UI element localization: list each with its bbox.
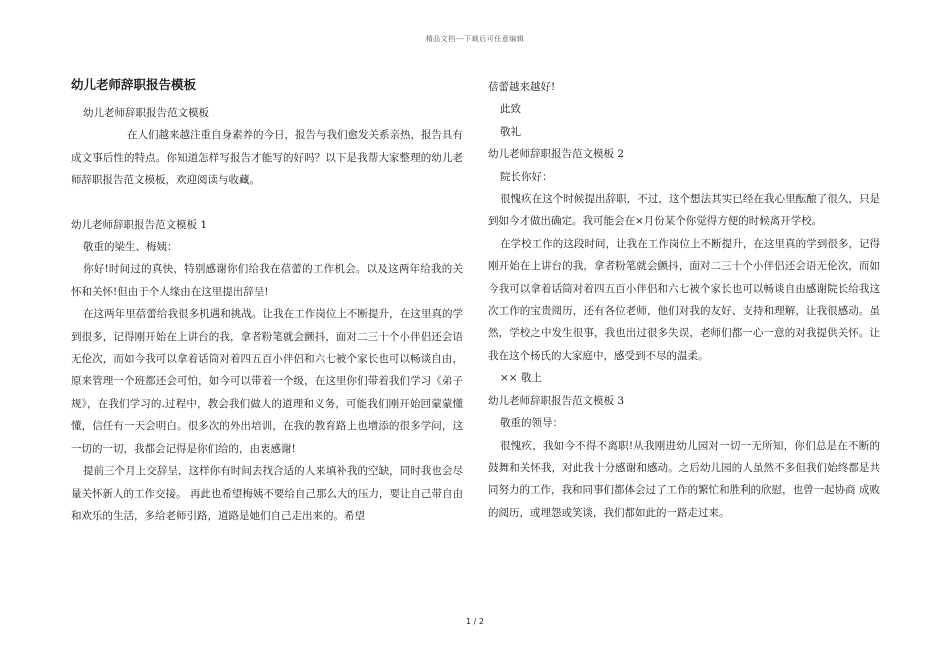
page-header: 精品文档---下载后可任意编辑 (425, 35, 525, 43)
subtitle: 幼儿老师辞职报告范文模板 (83, 107, 209, 119)
template-1-paragraph-1: 你好!时间过的真快，特别感谢你们给我在蓓蕾的工作机会。以及这两年给我的关怀和关怀!但由于个人缘由在这里提出辞呈! (71, 263, 463, 298)
page-number: 1 / 2 (466, 617, 484, 626)
template-1-paragraph-2: 在这两年里蓓蕾给我很多机遇和挑战。让我在工作岗位上不断提升，在这里真的学到很多，记得刚开始在上讲台的我，拿者粉笔就会颤抖，面对二三十个小伴侣还会语无伦次，而如今我可以拿着话筒对着四五百小伴侣和六七被个家长也可以畅谈自由，原来管理一个班都还会可怕，如今可以带着一个级，在这里你们带着我们学习《弟子规》，在我们学习的.过程中，教会我们做人的道理和义务，可能我们刚开始回蒙蒙懂懂，信任有一天会明白。很多次的外出培训，在我的教育路上也增添的很多学问，这一切的一切，我都会记得是你们给的，由衷感谢! (71, 308, 463, 455)
template-1-closing-1: 此致 (500, 103, 521, 116)
template-1-paragraph-3: 提前三个月上交辞呈，这样你有时间去找合适的人来填补我的空缺，同时我也会尽量关怀新人的工作交接。 再此也希望梅姨不要给自己那么大的压力，要让自己带自由和欢乐的生活，多给老师引路，道路是她们自己走出来的。希望 (71, 465, 463, 522)
template-1-greeting: 敬重的梁生、梅姨： (83, 241, 178, 254)
template-2-paragraph-1: 很愧疚在这个时候提出辞职，不过，这个想法其实已经在我心里酝酿了很久，只是到如今才做出确定。我可能会在×月份某个你觉得方便的时候离开学校。 (488, 193, 880, 228)
intro-paragraph: 在人们越来越注重自身素养的今日，报告与我们愈发关系亲热，报告具有成文事后性的特点。你知道怎样写报告才能写的好吗？以下是我帮大家整理的幼儿老师辞职报告范文模板，欢迎阅读与收藏。 (71, 129, 463, 187)
template-1-paragraph-3-continued: 蓓蕾越来越好! (488, 81, 556, 93)
template-1-closing-2: 敬礼 (500, 125, 521, 138)
template-1-heading: 幼儿老师辞职报告范文模板 1 (71, 218, 208, 231)
template-2-signature: ×× 敬上 (500, 372, 542, 385)
template-2-paragraph-2: 在学校工作的这段时间，让我在工作岗位上不断提升，在这里真的学到很多，记得刚开始在上讲台的我，拿者粉笔就会颤抖，面对二三十个小伴侣还会语无伦次，而如今我可以拿着话筒对着四五百小伴侣和六七被个家长也可以畅谈自由感谢院长给我这次工作的宝贵阅历，还有各位老师，他们对我的友好、支持和理解，让我很感动。虽然，学校之中发生很事，我也出过很多失误，老师们都一心一意的对我提供关怀。让我在这个杨氏的大家庭中，感受到不尽的温柔。 (488, 237, 880, 362)
left-column (71, 76, 463, 527)
template-3-greeting: 敬重的领导： (500, 417, 563, 430)
spacer (71, 192, 463, 214)
template-3-heading: 幼儿老师辞职报告范文模板 3 (488, 394, 625, 407)
right-column (488, 76, 880, 524)
document-title: 幼儿老师辞职报告模板 (71, 77, 197, 92)
template-3-paragraph-1: 很愧疚，我如今不得不离职!从我刚进幼儿园对一切一无所知，你们总是在不断的鼓舞和关怀我，对此我十分感谢和感动。之后幼儿园的人虽然不多但我们始终都是共同努力的工作，我和同事们都体会过了工作的繁忙和胜利的欣慰，也曾一起协商 成败的阅历，或埋怨或笑谈，我们都如此的一路走过来。 (488, 439, 880, 519)
template-2-heading: 幼儿老师辞职报告范文模板 2 (488, 148, 625, 161)
template-2-greeting: 院长你好： (500, 170, 553, 183)
